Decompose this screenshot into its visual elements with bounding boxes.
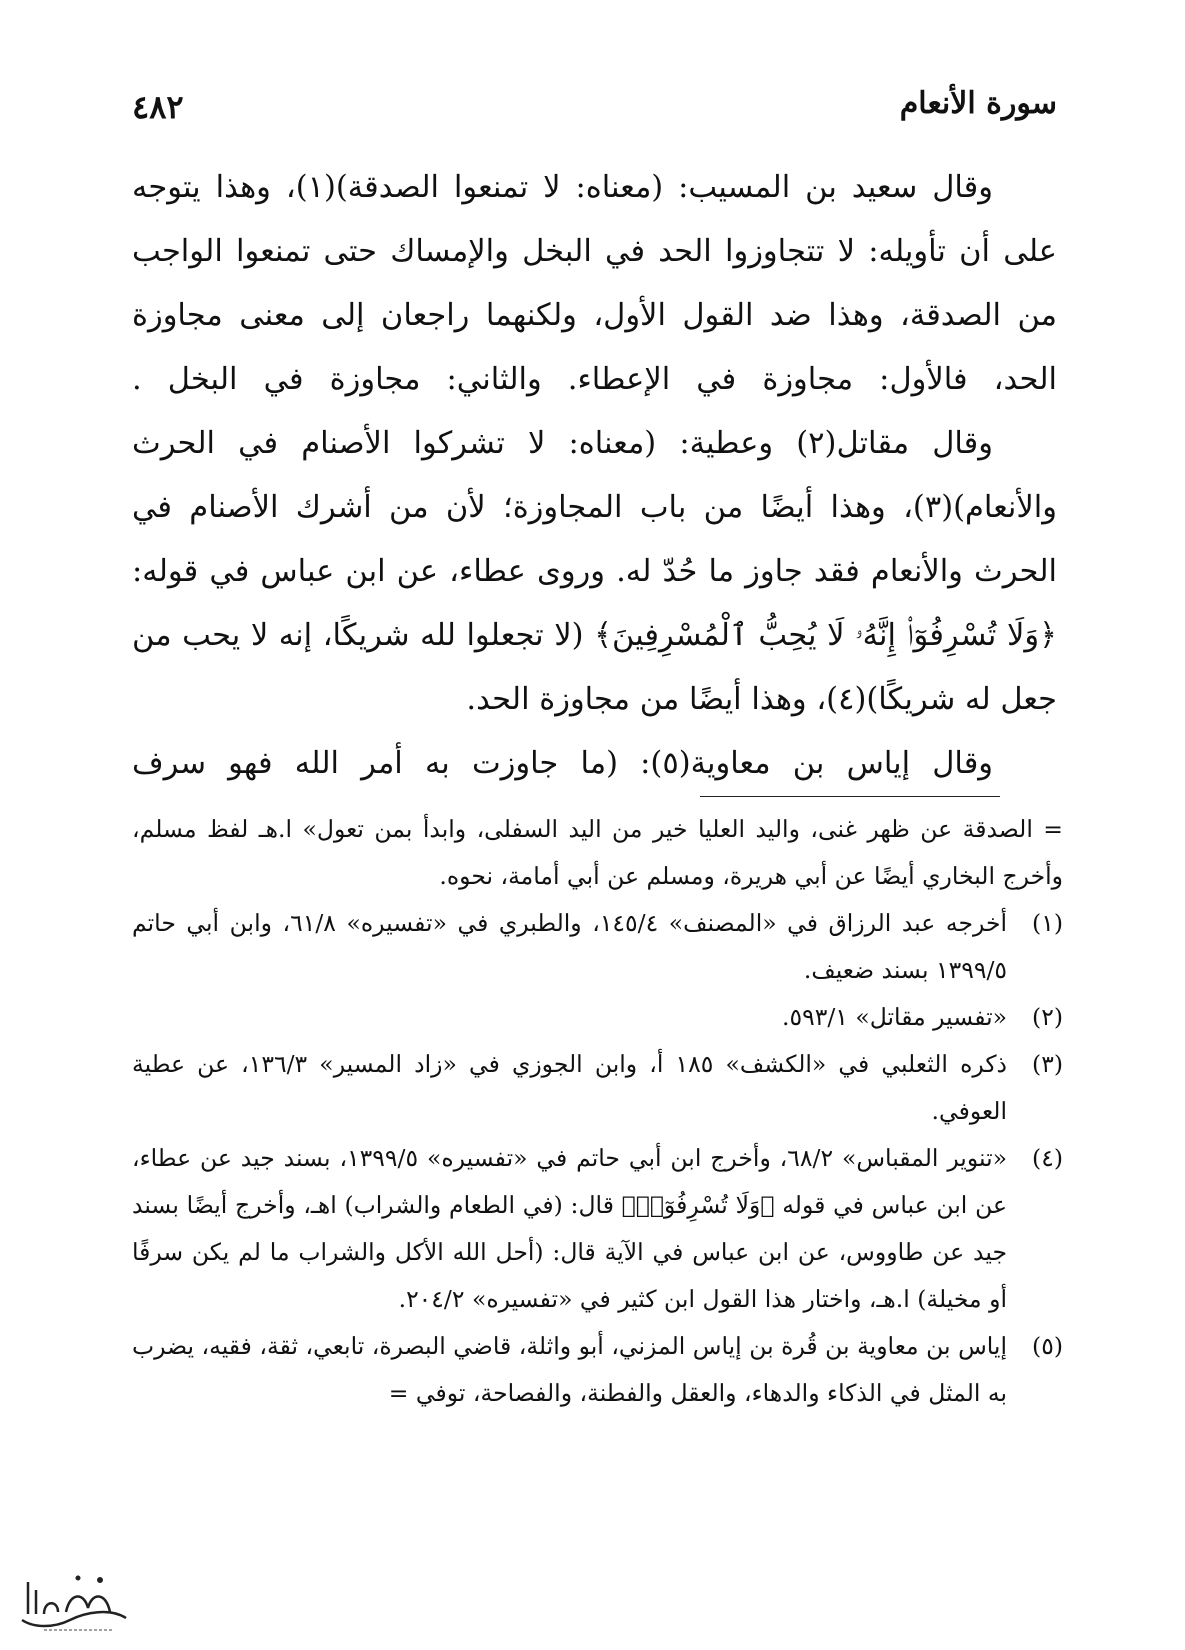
footnote-text: «تفسير مقاتل» ٥٩٣/١. — [781, 1003, 1007, 1031]
surah-title: سورة الأنعام — [899, 86, 1057, 121]
library-stamp-logo — [14, 1562, 134, 1636]
footnote-number: (٣) — [1032, 1050, 1063, 1078]
footnote — [132, 1323, 1063, 1417]
footnote-text: «تنوير المقباس» ٦٨/٢، وأخرج ابن أبي حاتم في «تفسيره» ١٣٩٩/٥، بسند جيد عن عطاء، عن ابن عباس في قوله ﴿وَلَا تُسْرِفُوٓا۟﴾ قال: (في الطعام والشراب) اهـ، وأخرج أيضًا بسند جيد عن طاووس، عن ابن عباس في الآية قال: (أحل الله الأكل والشراب ما لم يكن سرفًا أو مخيلة) ا.هـ، واختار هذا القول ابن كثير في «تفسيره» ٢٠٤/٢. — [132, 1144, 1007, 1313]
main-text — [132, 156, 1057, 796]
page-number: ٤٨٢ — [132, 88, 184, 126]
paragraph: وقال سعيد بن المسيب: (معناه: لا تمنعوا الصدقة)(١)، وهذا يتوجه على أن تأويله: لا تتجاوزوا الحد في البخل والإمساك حتى تمنعوا الواجب من الصدقة، وهذا ضد القول الأول، ولكنهما راجعان إلى معنى مجاوزة الحد، فالأول: مجاوزة في الإعطاء. والثاني: مجاوزة في البخل . — [132, 170, 1057, 397]
footnote-text: أخرجه عبد الرزاق في «المصنف» ١٤٥/٤، والطبري في «تفسيره» ٦١/٨، وابن أبي حاتم ١٣٩٩/٥ بسند ضعيف. — [132, 909, 1008, 984]
paragraph: وقال مقاتل(٢) وعطية: (معناه: لا تشركوا الأصنام في الحرث والأنعام)(٣)، وهذا أيضًا من باب المجاوزة؛ لأن من أشرك الأصنام في الحرث والأنعام فقد جاوز ما حُدّ له. وروى عطاء، عن ابن عباس في قوله: ﴿وَلَا تُسْرِفُوٓا۟ إِنَّهُۥ لَا يُحِبُّ ٱلْمُسْرِفِينَ﴾ (لا تجعلوا لله شريكًا، إنه لا يحب من جعل له شريكًا)(٤)، وهذا أيضًا من مجاوزة الحد. — [132, 426, 1057, 717]
paragraph: وقال إياس بن معاوية(٥): (ما جاوزت به أمر الله فهو سرف — [132, 746, 994, 781]
footnote — [132, 994, 1063, 1041]
footnote-number: (٥) — [1032, 1332, 1063, 1360]
footnote-number: (٢) — [1032, 1003, 1063, 1031]
footnote — [132, 1135, 1063, 1323]
footnote-separator — [700, 796, 1000, 797]
footnote-number: (١) — [1032, 909, 1063, 937]
page-header — [132, 88, 1057, 132]
footnote-continuation: = الصدقة عن ظهر غنى، واليد العليا خير من اليد السفلى، وابدأ بمن تعول» ا.هـ لفظ مسلم، وأخرج البخاري أيضًا عن أبي هريرة، ومسلم عن أبي أمامة، نحوه. — [132, 815, 1063, 890]
footnote — [132, 1041, 1063, 1135]
footnote — [132, 900, 1063, 994]
footnotes — [132, 806, 1063, 1417]
footnote-text: ذكره الثعلبي في «الكشف» ١٨٥ أ، وابن الجوزي في «زاد المسير» ١٣٦/٣، عن عطية العوفي. — [132, 1050, 1007, 1125]
footnote-number: (٤) — [1032, 1144, 1063, 1172]
footnote-text: إياس بن معاوية بن قُرة بن إياس المزني، أبو واثلة، قاضي البصرة، تابعي، ثقة، فقيه، يضرب به المثل في الذكاء والدهاء، والعقل والفطنة، والفصاحة، توفي = — [132, 1332, 1007, 1407]
